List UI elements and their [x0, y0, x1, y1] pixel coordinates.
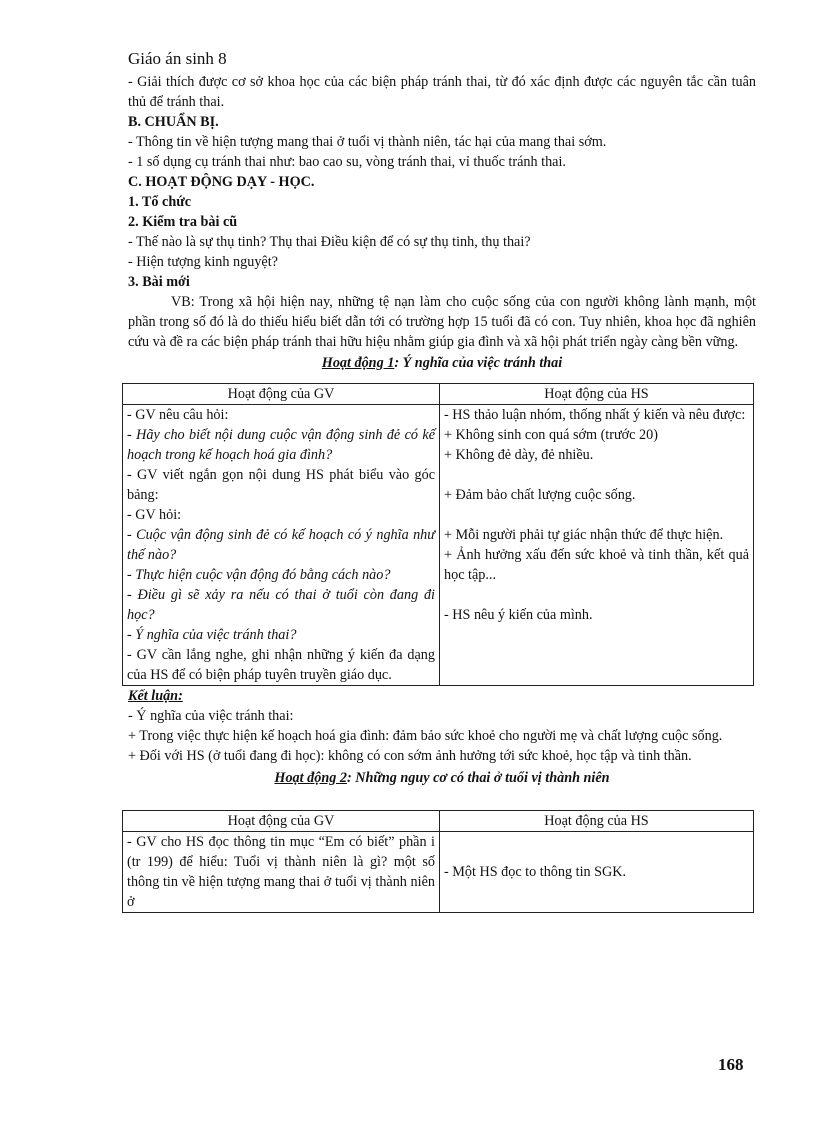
conclusion-heading: Kết luận:: [128, 688, 183, 704]
hs-line: + Không đẻ dày, đẻ nhiều.: [444, 447, 594, 463]
prep-item: - 1 số dụng cụ tránh thai như: bao cao su, vòng tránh thai, vỉ thuốc tránh thai.: [128, 154, 566, 170]
activity2-title-prefix: Hoạt động 2: [274, 770, 347, 786]
check-item: - Hiện tượng kinh nguyệt?: [128, 254, 278, 270]
activity1-hs-cell: [440, 405, 754, 686]
activity1-title: [128, 353, 756, 373]
line-gap: [444, 585, 749, 605]
line-gap: [444, 505, 749, 525]
intro-line: - Giải thích được cơ sở khoa học của các biện pháp tránh thai, từ đó xác định được các nguyên tắc cần tuân thủ để tránh thai.: [128, 74, 756, 110]
activity2-title-rest: : Những nguy cơ có thai ở tuổi vị thành niên: [346, 770, 610, 786]
prep-item: - Thông tin về hiện tượng mang thai ở tuổi vị thành niên, tác hại của mang thai sớm.: [128, 134, 607, 150]
gv-line: - Hãy cho biết nội dung cuộc vận động sinh đẻ có kế hoạch trong kế hoạch hoá gia đình?: [127, 427, 435, 463]
gv-line: - GV cần lắng nghe, ghi nhận những ý kiến đa dạng của HS để có biện pháp tuyên truyền giáo dục.: [127, 647, 435, 683]
org-heading: 1. Tổ chức: [128, 194, 192, 210]
activity1-table: [122, 383, 754, 686]
activity2-gv-cell: - GV cho HS đọc thông tin mục “Em có biết” phần i (tr 199) để hiểu: Tuổi vị thành niên là gì? một số thông tin về hiện tượng mang thai ở tuổi vị thành niên ở: [123, 832, 440, 913]
activity1-col-gv: Hoạt động của GV: [123, 384, 440, 405]
hs-line: + Ảnh hưởng xấu đến sức khoẻ và tinh thần, kết quả học tập...: [444, 547, 749, 583]
activity1-title-rest: : Ý nghĩa của việc tránh thai: [394, 355, 563, 371]
line-gap: [444, 465, 749, 485]
activity2-col-hs: Hoạt động của HS: [440, 811, 754, 832]
activity2-table: [122, 810, 754, 913]
hs-line: - HS nêu ý kiến của mình.: [444, 607, 593, 623]
check-heading: 2. Kiểm tra bài cũ: [128, 214, 238, 230]
gv-line: - Cuộc vận động sinh đẻ có kế hoạch có ý nghĩa như thế nào?: [127, 527, 435, 563]
gv-line: - GV nêu câu hỏi:: [127, 407, 229, 423]
activity1-gv-cell: [123, 405, 440, 686]
hs-line: - HS thảo luận nhóm, thống nhất ý kiến và nêu được:: [444, 407, 746, 423]
gv-line: - GV hỏi:: [127, 507, 182, 523]
activity1-title-prefix: Hoạt động 1: [321, 355, 395, 371]
document-page: [128, 48, 756, 913]
activity2-hs-cell: - Một HS đọc to thông tin SGK.: [440, 832, 754, 913]
activity2-title: [128, 768, 756, 788]
gv-line: - Ý nghĩa của việc tránh thai?: [127, 627, 297, 643]
prep-heading: B. CHUẨN BỊ.: [128, 114, 219, 130]
new-lesson-intro: VB: Trong xã hội hiện nay, những tệ nạn làm cho cuộc sống của con người không lành mạnh, một phần trong số đó là do thiếu hiểu biết dẫn tới có trường hợp 15 tuổi đã có con. Tuy nhiên, khoa học đã nghiên cứu và đề ra các biện pháp tránh thai hữu hiệu nhằm giúp gia đình và xã hội phát triển ngày càng bền vững.: [128, 294, 756, 350]
hs-line: + Không sinh con quá sớm (trước 20): [444, 427, 658, 443]
new-lesson-heading: 3. Bài mới: [128, 274, 190, 290]
hs-line: + Đảm bảo chất lượng cuộc sống.: [444, 487, 636, 503]
gv-line: - GV viết ngắn gọn nội dung HS phát biểu vào góc bảng:: [127, 467, 435, 503]
activities-heading: C. HOẠT ĐỘNG DẠY - HỌC.: [128, 174, 315, 190]
gv-line: - Điều gì sẽ xảy ra nếu có thai ở tuổi còn đang đi học?: [127, 587, 435, 623]
activity1-col-hs: Hoạt động của HS: [440, 384, 754, 405]
conclusion-item: - Ý nghĩa của việc tránh thai:: [128, 708, 294, 724]
gv-line: - Thực hiện cuộc vận động đó bằng cách nào?: [127, 567, 391, 583]
document-header: Giáo án sinh 8: [128, 49, 227, 68]
conclusion-item: + Trong việc thực hiện kế hoạch hoá gia đình: đảm bảo sức khoẻ cho người mẹ và chất lượng cuộc sống.: [128, 728, 723, 744]
hs-line: + Mỗi người phải tự giác nhận thức để thực hiện.: [444, 527, 724, 543]
activity2-col-gv: Hoạt động của GV: [123, 811, 440, 832]
conclusion-item: + Đối với HS (ở tuổi đang đi học): không có con sớm ảnh hưởng tới sức khoẻ, học tập và tinh thần.: [128, 748, 692, 764]
page-number: 168: [718, 1055, 744, 1074]
check-item: - Thế nào là sự thụ tinh? Thụ thai Điều kiện để có sự thụ tinh, thụ thai?: [128, 234, 531, 250]
